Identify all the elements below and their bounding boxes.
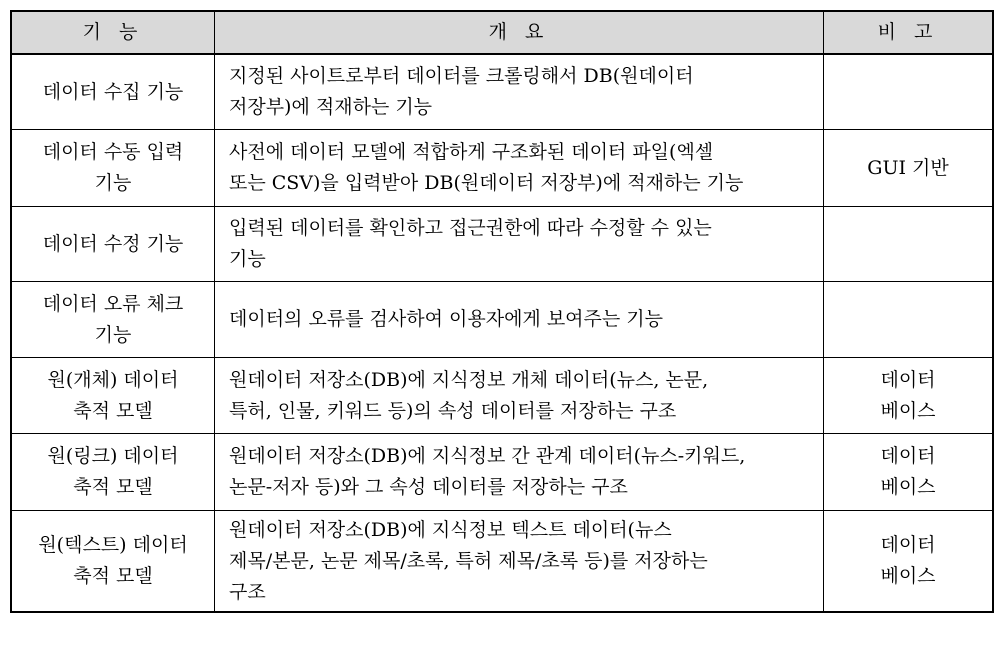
function-line: 데이터 수정 기능 [42, 232, 184, 255]
summary-line: 구조 [229, 580, 266, 603]
summary-cell [215, 358, 824, 434]
function-cell [11, 130, 215, 207]
summary-cell [215, 207, 824, 282]
function-cell [11, 54, 215, 130]
note-cell [824, 207, 994, 282]
header-note: 비 고 [824, 11, 994, 54]
table-row [11, 282, 993, 358]
function-line: 축적 모델 [73, 399, 153, 422]
function-line: 기능 [94, 323, 132, 346]
function-cell [11, 282, 215, 358]
function-line: 원(텍스트) 데이터 [38, 534, 188, 556]
function-line: 원(링크) 데이터 [47, 445, 179, 467]
table-row [11, 130, 993, 207]
header-summary: 개 요 [215, 11, 824, 54]
table-row [11, 358, 993, 434]
note-line: 베이스 [880, 399, 936, 422]
note-line: 데이터 [880, 368, 936, 391]
note-line: 베이스 [880, 476, 936, 498]
note-cell [824, 434, 994, 511]
table-header-row [11, 11, 993, 54]
function-line: 데이터 수집 기능 [42, 80, 184, 103]
function-line: 데이터 수동 입력 [42, 141, 184, 163]
function-line: 기능 [94, 172, 132, 194]
note-line: GUI 기반 [867, 156, 949, 179]
summary-line: 특허, 인물, 키워드 등)의 속성 데이터를 저장하는 구조 [229, 399, 677, 422]
header-function: 기 능 [11, 11, 215, 54]
note-cell [824, 282, 994, 358]
summary-line: 원데이터 저장소(DB)에 지식정보 간 관계 데이터(뉴스-키워드, [229, 445, 746, 467]
function-line: 축적 모델 [73, 476, 153, 498]
summary-cell [215, 282, 824, 358]
summary-cell [215, 54, 824, 130]
note-cell [824, 511, 994, 613]
function-cell [11, 434, 215, 511]
summary-line: 지정된 사이트로부터 데이터를 크롤링해서 DB(원데이터 [229, 65, 694, 87]
summary-cell [215, 434, 824, 511]
summary-line: 기능 [229, 248, 266, 270]
summary-line: 논문-저자 등)와 그 속성 데이터를 저장하는 구조 [229, 476, 628, 498]
summary-line: 데이터의 오류를 검사하여 이용자에게 보여주는 기능 [229, 308, 663, 330]
function-cell [11, 207, 215, 282]
table-row [11, 54, 993, 130]
summary-line: 또는 CSV)을 입력받아 DB(원데이터 저장부)에 적재하는 기능 [229, 172, 744, 194]
function-line: 데이터 오류 체크 [42, 292, 184, 315]
summary-line: 제목/본문, 논문 제목/초록, 특허 제목/초록 등)를 저장하는 [229, 549, 708, 572]
note-cell [824, 130, 994, 207]
summary-line: 입력된 데이터를 확인하고 접근권한에 따라 수정할 수 있는 [229, 217, 712, 239]
note-cell [824, 358, 994, 434]
function-line: 축적 모델 [73, 565, 153, 587]
summary-cell [215, 511, 824, 613]
function-overview-table [10, 10, 994, 613]
summary-line: 원데이터 저장소(DB)에 지식정보 개체 데이터(뉴스, 논문, [229, 368, 709, 391]
function-cell [11, 511, 215, 613]
note-line: 데이터 [880, 534, 936, 556]
table-row [11, 511, 993, 613]
summary-cell [215, 130, 824, 207]
table-row [11, 434, 993, 511]
function-line: 원(개체) 데이터 [47, 368, 179, 391]
function-cell [11, 358, 215, 434]
summary-line: 사전에 데이터 모델에 적합하게 구조화된 데이터 파일(엑셀 [229, 141, 714, 163]
summary-line: 저장부)에 적재하는 기능 [229, 96, 433, 118]
note-line: 데이터 [880, 445, 936, 467]
summary-line: 원데이터 저장소(DB)에 지식정보 텍스트 데이터(뉴스 [229, 518, 672, 541]
note-cell [824, 54, 994, 130]
table-row [11, 207, 993, 282]
note-line: 베이스 [880, 565, 936, 587]
